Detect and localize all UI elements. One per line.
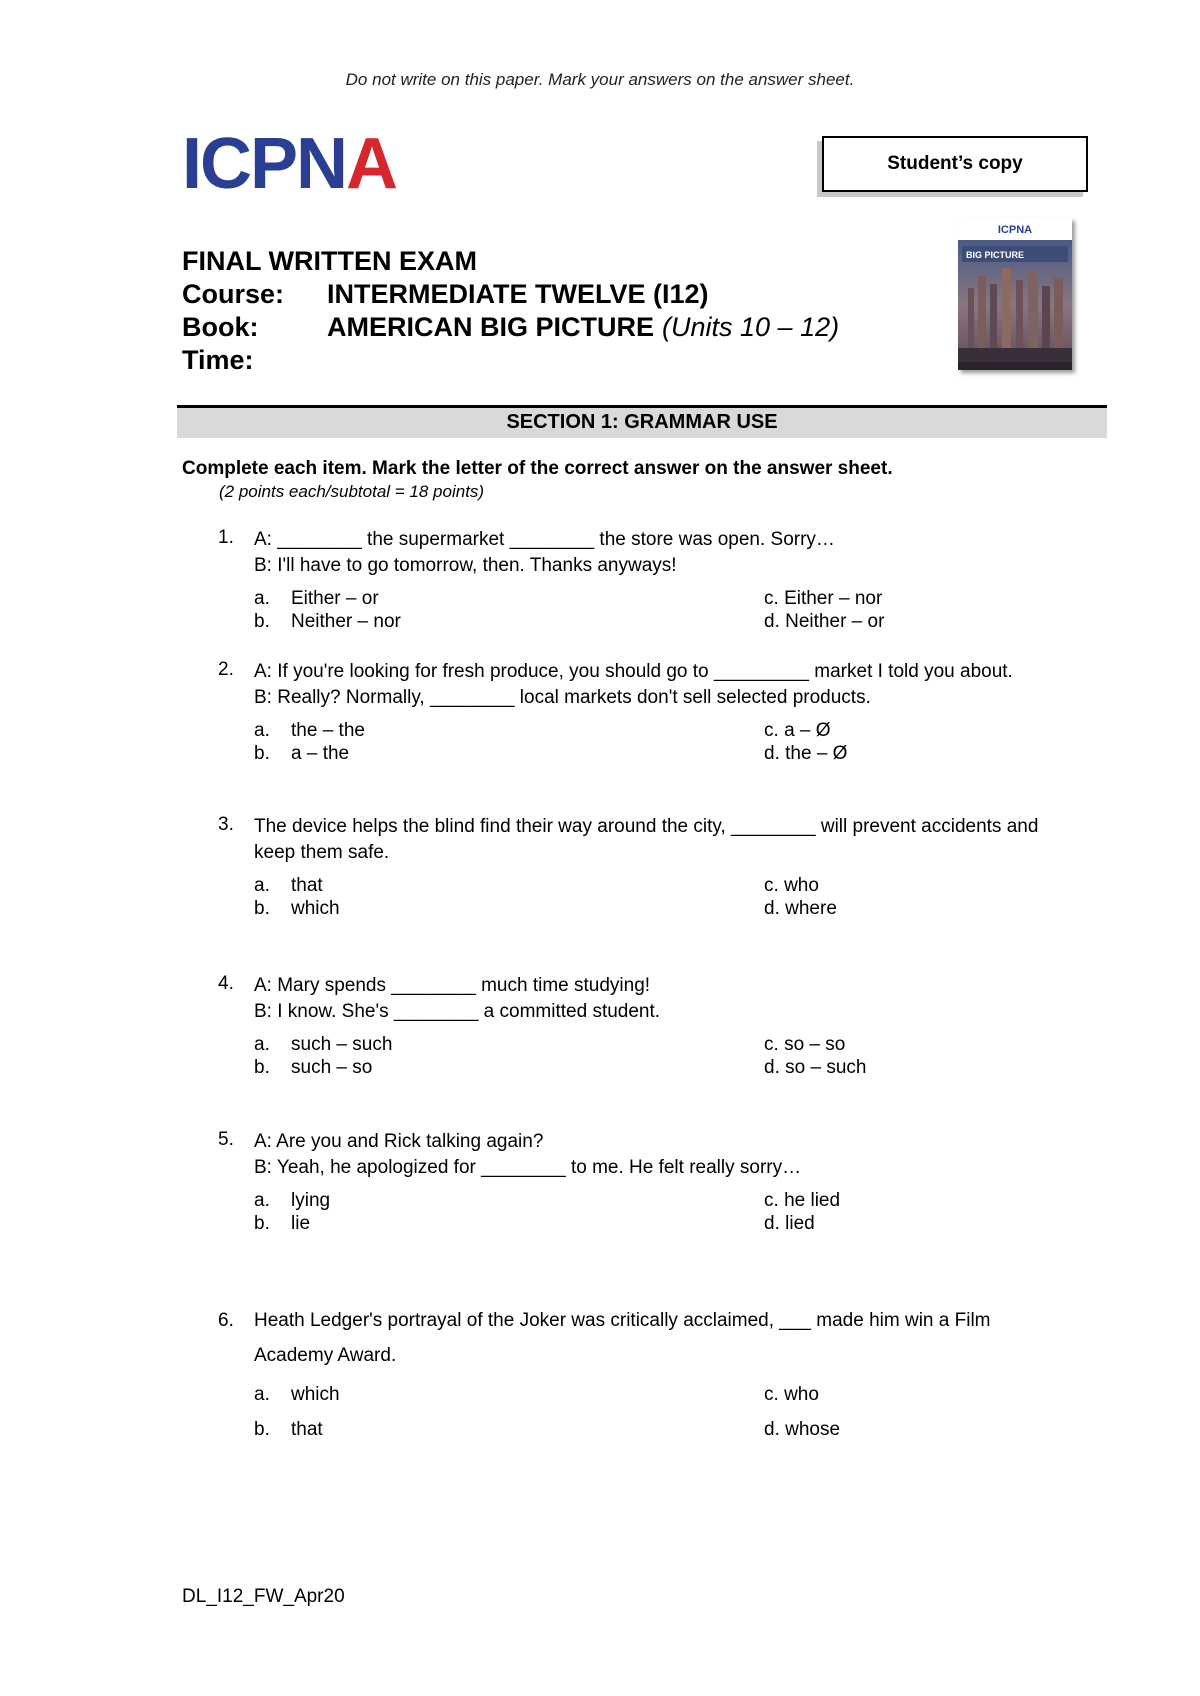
book-cover-title: BIG PICTURE: [966, 250, 1025, 260]
answer-options: [254, 1377, 1118, 1447]
book-value: AMERICAN BIG PICTURE: [327, 312, 655, 342]
icpna-logo: [182, 124, 397, 204]
option-c: c. a – Ø: [764, 720, 831, 741]
question-5: [218, 1129, 1118, 1235]
option-b: b. Neither – nor: [254, 611, 401, 632]
question-line: Academy Award.: [254, 1345, 397, 1366]
section-title: SECTION 1: GRAMMAR USE: [177, 405, 1107, 438]
course-label: Course:: [182, 279, 285, 309]
option-a: a. lying: [254, 1190, 331, 1211]
option-c: c. who: [764, 1384, 819, 1405]
document-code: DL_I12_FW_Apr20: [182, 1586, 345, 1607]
students-copy-label: Student’s copy: [822, 136, 1088, 192]
book-cover-brand: ICPNA: [997, 224, 1033, 236]
question-number: 1.: [218, 527, 234, 548]
answer-options: [254, 719, 1118, 765]
exam-header: [182, 245, 839, 377]
question-number: 2.: [218, 659, 234, 680]
question-line: A: If you're looking for fresh produce, you should go to _________ market I told you about.: [254, 661, 1013, 682]
question-line: A: Mary spends ________ much time studying!: [254, 975, 651, 996]
option-b: b. such – so: [254, 1057, 373, 1078]
answer-options: [254, 587, 1118, 633]
logo-text: ICPNA: [182, 124, 397, 204]
question-line: B: I know. She's ________ a committed student.: [254, 1001, 661, 1022]
option-d: d. Neither – or: [764, 611, 885, 632]
question-number: 5.: [218, 1129, 234, 1150]
option-b: b. that: [254, 1419, 323, 1440]
question-4: [218, 973, 1118, 1079]
book-label: Book:: [182, 312, 259, 342]
question-3: [218, 814, 1118, 920]
instruction-text: Complete each item. Mark the letter of the correct answer on the answer sheet.: [182, 458, 893, 479]
question-number: 4.: [218, 973, 234, 994]
question-number: 3.: [218, 814, 234, 835]
option-b: b. a – the: [254, 743, 350, 764]
time-label: Time:: [182, 345, 254, 375]
option-c: c. so – so: [764, 1034, 846, 1055]
question-number: 6.: [218, 1310, 234, 1331]
option-a: a. which: [254, 1384, 340, 1405]
course-value: INTERMEDIATE TWELVE (I12): [327, 279, 709, 309]
question-line: B: Really? Normally, ________ local markets don't sell selected products.: [254, 687, 871, 708]
question-line: A: Are you and Rick talking again?: [254, 1131, 544, 1152]
section-instructions: [182, 458, 893, 502]
question-line: B: Yeah, he apologized for ________ to me. He felt really sorry…: [254, 1157, 802, 1178]
answer-options: [254, 1189, 1118, 1235]
answer-options: [254, 874, 1118, 920]
question-6: [218, 1303, 1118, 1447]
exam-title: FINAL WRITTEN EXAM: [182, 246, 477, 276]
book-cover-art: [958, 218, 1072, 370]
top-note: Do not write on this paper. Mark your answers on the answer sheet.: [345, 70, 855, 89]
option-a: a. the – the: [254, 720, 365, 741]
points-note: (2 points each/subtotal = 18 points): [219, 482, 485, 501]
option-d: d. so – such: [764, 1057, 867, 1078]
option-a: a. such – such: [254, 1034, 393, 1055]
question-2: [218, 659, 1118, 765]
question-line: The device helps the blind find their way around the city, ________ will prevent accidents and: [254, 816, 1039, 837]
question-line: A: ________ the supermarket ________ the store was open. Sorry…: [254, 529, 835, 550]
option-a: a. Either – or: [254, 588, 379, 609]
option-c: c. who: [764, 875, 819, 896]
question-line: B: I'll have to go tomorrow, then. Thanks anyways!: [254, 555, 677, 576]
question-1: [218, 527, 1118, 633]
question-line: Heath Ledger's portrayal of the Joker was critically acclaimed, ___ made him win a Film: [254, 1310, 991, 1331]
option-b: b. which: [254, 898, 340, 919]
book-cover-image: [958, 218, 1072, 370]
option-a: a. that: [254, 875, 323, 896]
option-b: b. lie: [254, 1213, 311, 1234]
question-line: keep them safe.: [254, 842, 390, 863]
option-c: c. Either – nor: [764, 588, 883, 609]
book-units: (Units 10 – 12): [662, 312, 840, 342]
option-d: d. the – Ø: [764, 743, 848, 764]
option-d: d. where: [764, 898, 837, 919]
option-c: c. he lied: [764, 1190, 841, 1211]
option-d: d. whose: [764, 1419, 841, 1440]
option-d: d. lied: [764, 1213, 815, 1234]
answer-options: [254, 1033, 1118, 1079]
